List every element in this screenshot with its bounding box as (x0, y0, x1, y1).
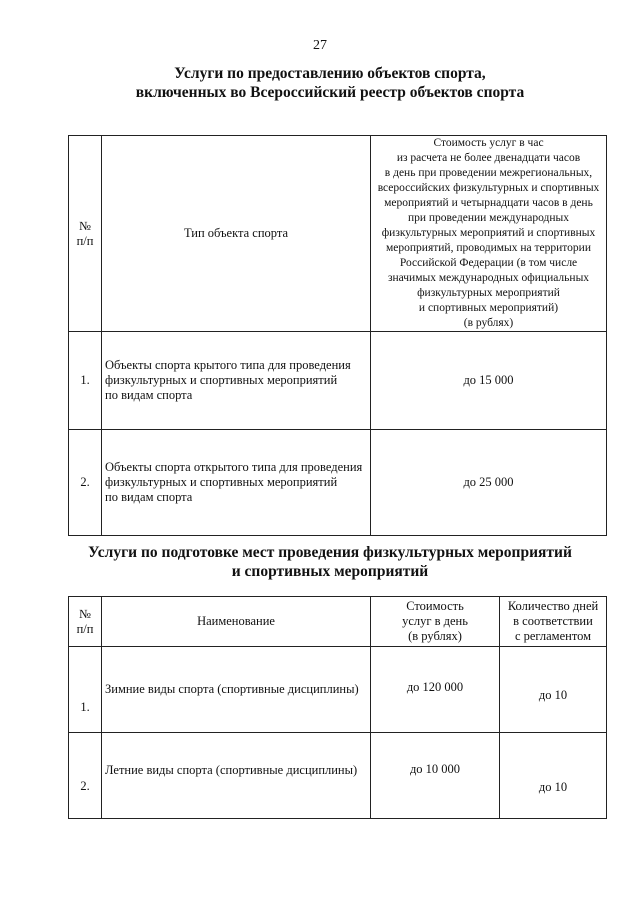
page-number: 27 (313, 38, 327, 53)
table-row (69, 430, 607, 536)
facility-type-line: физкультурных и спортивных мероприятий (105, 373, 338, 387)
cost-header-line: Стоимость услуг в час (433, 137, 544, 149)
table-row (69, 332, 607, 430)
venue-preparation-table (68, 596, 607, 819)
cost-header-line: всероссийских физкультурных и спортивных (377, 182, 600, 194)
section2-title (60, 543, 600, 581)
sport-days: до 10 (500, 733, 607, 819)
num-header-line1: № (79, 606, 91, 621)
facility-type-line: по видам спорта (105, 388, 193, 402)
table-row (69, 647, 607, 733)
cost-header-line: физкультурных мероприятий и спортивных (381, 227, 596, 239)
sport-days: до 10 (500, 647, 607, 733)
facility-cost: до 25 000 (371, 430, 607, 536)
days-header (500, 597, 607, 647)
section2-title-line1: Услуги по подготовке мест проведения физкультурных мероприятий (88, 544, 572, 561)
table2-header-row (69, 597, 607, 647)
table-row (69, 733, 607, 819)
section1-title-line2: включенных во Всероссийский реестр объектов спорта (135, 84, 525, 101)
cost-header (371, 136, 607, 332)
cost-header-line: Стоимость (406, 599, 464, 613)
num-header-line2: п/п (76, 233, 94, 248)
facility-type (102, 430, 371, 536)
cost-header-line: в день при проведении межрегиональных, (384, 167, 593, 179)
cost-header-line: Российской Федерации (в том числе (399, 257, 578, 269)
days-header-line: в соответствии (513, 614, 593, 628)
name-header: Наименование (102, 597, 371, 647)
num-header (69, 597, 102, 647)
sports-facilities-table (68, 135, 607, 536)
row-number: 1. (69, 647, 102, 733)
num-header-line2: п/п (76, 621, 94, 636)
cost-header-line: (в рублях) (463, 317, 514, 329)
section1-title-line1: Услуги по предоставлению объектов спорта, (174, 65, 486, 82)
facility-type-line: физкультурных и спортивных мероприятий (105, 475, 338, 489)
cost-header-line: физкультурных мероприятий (417, 287, 560, 299)
row-number: 2. (69, 733, 102, 819)
table1-header-row (69, 136, 607, 332)
cost-header-line: из расчета не более двенадцати часов (396, 152, 581, 164)
facility-type-line: Объекты спорта крытого типа для проведения (105, 358, 351, 372)
sport-name: Летние виды спорта (спортивные дисциплины) (102, 733, 371, 819)
type-header: Тип объекта спорта (102, 136, 371, 332)
cost-header-line: услуг в день (402, 614, 468, 628)
section2-title-line2: и спортивных мероприятий (231, 563, 429, 580)
cost-header-line: мероприятий и четырнадцати часов в день (384, 197, 593, 209)
row-number: 1. (69, 332, 102, 430)
facility-type (102, 332, 371, 430)
num-header (69, 136, 102, 332)
days-header-line: с регламентом (514, 629, 592, 643)
days-header-line: Количество дней (507, 599, 599, 613)
num-header-line1: № (79, 218, 91, 233)
row-number: 2. (69, 430, 102, 536)
cost-header-line: значимых международных официальных (387, 272, 590, 284)
cost-header-line: и спортивных мероприятий) (418, 302, 559, 314)
facility-cost: до 15 000 (371, 332, 607, 430)
cost-header-line: при проведении международных (407, 212, 570, 224)
facility-type-line: по видам спорта (105, 490, 193, 504)
cost-header (371, 597, 500, 647)
sport-cost: до 120 000 (371, 647, 500, 733)
sport-name: Зимние виды спорта (спортивные дисциплины) (102, 647, 371, 733)
section1-title (60, 64, 600, 102)
cost-header-line: мероприятий, проводимых на территории (386, 242, 591, 254)
facility-type-line: Объекты спорта открытого типа для проведения (105, 460, 363, 474)
cost-header-line: (в рублях) (408, 629, 462, 643)
sport-cost: до 10 000 (371, 733, 500, 819)
